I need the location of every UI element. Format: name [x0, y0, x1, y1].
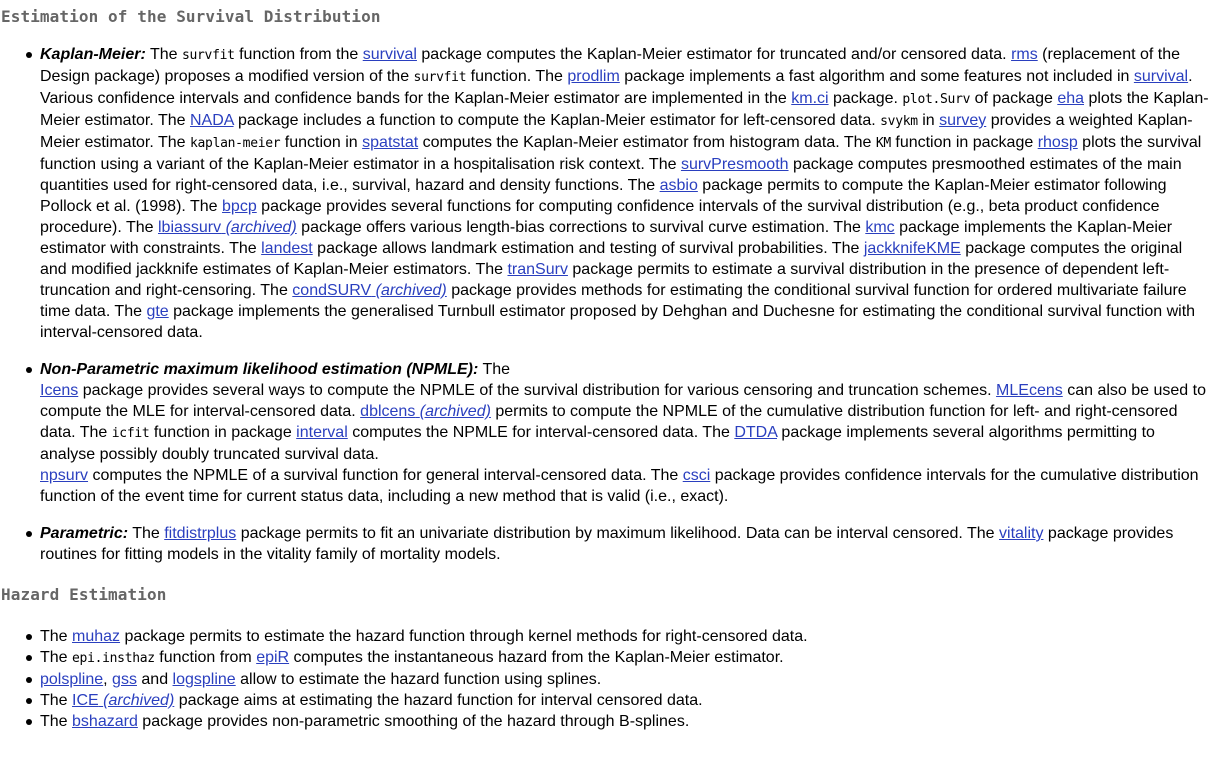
body-text: permits to compute the NPMLE of the cumulative distribution function for left- and right-censored data. The — [40, 403, 1178, 441]
package-link-logspline[interactable] — [173, 671, 236, 688]
package-link-label: vitality — [999, 525, 1044, 542]
body-text: plots the Kaplan-Meier estimator. The — [40, 90, 1209, 129]
body-text: package provides several functions for computing confidence intervals of the survival distribution (e.g., beta product confidence procedure). The — [40, 198, 1160, 236]
body-text: package implements the generalised Turnbull estimator proposed by Dehghan and Duchesne for estimating the conditional survival function with interval-censored data. — [40, 303, 1196, 341]
body-text: package implements a fast algorithm and some features not included in — [619, 68, 1134, 85]
package-link-interval[interactable] — [296, 424, 348, 441]
body-text: package allows landmark estimation and testing of survival probabilities. The — [312, 240, 864, 257]
body-text: function from the — [234, 46, 363, 63]
list-item — [40, 711, 1215, 732]
package-link-label: bshazard — [72, 713, 138, 730]
body-text: of package — [970, 90, 1058, 107]
function-name: survfit — [413, 70, 467, 85]
package-link-survey[interactable] — [939, 112, 986, 129]
body-text: package. — [828, 90, 903, 107]
package-link-rhosp[interactable] — [1038, 134, 1078, 151]
body-text: The — [145, 46, 182, 63]
archived-label: (archived) — [103, 692, 175, 709]
body-text: package permits to estimate the hazard function through kernel methods for right-censored data. — [120, 628, 808, 645]
body-text: package permits to estimate a survival distribution in the presence of dependent left-truncation and right-censoring. The — [40, 261, 1170, 299]
package-link-label: rms — [1011, 46, 1038, 63]
body-text: function from — [154, 649, 257, 666]
package-link-label: survival — [362, 46, 417, 63]
package-link-spatstat[interactable] — [362, 134, 418, 151]
list-item — [40, 669, 1215, 690]
package-link-label: gte — [146, 303, 169, 320]
package-link-polspline[interactable] — [40, 671, 103, 688]
package-link-label: ICE — [72, 692, 99, 709]
function-name: KM — [875, 136, 891, 151]
package-link-dtda[interactable] — [734, 424, 777, 441]
package-link-asbio[interactable] — [660, 177, 698, 194]
package-link-label: DTDA — [734, 424, 777, 441]
list-item — [40, 690, 1215, 711]
package-link-bshazard[interactable] — [72, 713, 138, 730]
package-link-label: landest — [261, 240, 313, 257]
function-name: kaplan-meier — [189, 136, 281, 151]
package-link-bpcp[interactable] — [222, 198, 257, 215]
list-item — [40, 647, 1215, 669]
package-link-label: asbio — [659, 177, 698, 194]
body-text: computes the instantaneous hazard from the Kaplan-Meier estimator. — [289, 649, 784, 666]
package-link-label: condSURV — [292, 282, 372, 299]
list-item — [40, 626, 1215, 647]
package-link-survival[interactable] — [363, 46, 417, 63]
package-link-label: eha — [1057, 90, 1085, 107]
package-link-label: Icens — [40, 382, 79, 399]
function-name: plot.Surv — [902, 92, 971, 107]
body-text: in — [917, 112, 940, 129]
package-link-label: logspline — [172, 671, 236, 688]
body-text: provides a weighted Kaplan-Meier estimator. The — [40, 112, 1193, 151]
body-text: The — [40, 628, 73, 645]
item-term: Parametric: — [40, 525, 129, 542]
function-name: svykm — [880, 114, 918, 129]
body-text: plots the survival function using a variant of the Kaplan-Meier estimator in a hospitalisation risk context. The — [40, 134, 1202, 173]
body-text: The — [40, 692, 73, 709]
list-item — [40, 44, 1215, 343]
package-link-epir[interactable] — [256, 649, 289, 666]
package-link-eha[interactable] — [1057, 90, 1084, 107]
body-text: package provides several ways to compute the NPMLE of the survival distribution for various censoring and truncation schemes. — [78, 382, 997, 399]
package-link-survival[interactable] — [1134, 68, 1188, 85]
body-text: The — [478, 361, 511, 378]
body-text: computes the NPMLE for interval-censored data. The — [347, 424, 735, 441]
body-text: package provides confidence intervals for the cumulative distribution function of the event time for current status data, including a new method that is valid (i.e., exact). — [40, 467, 1199, 505]
package-link-label: MLEcens — [996, 382, 1063, 399]
package-link-label: csci — [682, 467, 711, 484]
package-link-label: epiR — [256, 649, 290, 666]
body-text: function in package — [890, 134, 1038, 151]
package-link-label: muhaz — [72, 628, 121, 645]
survival-distribution-list — [0, 44, 1215, 565]
package-link-fitdistrplus[interactable] — [164, 525, 236, 542]
body-text: package aims at estimating the hazard function for interval censored data. — [174, 692, 703, 709]
package-link-label: spatstat — [362, 134, 419, 151]
section-heading-hazard-estimation: Hazard Estimation — [1, 585, 167, 604]
list-item — [40, 359, 1215, 507]
body-text: (replacement of the Design package) proposes a modified version of the — [40, 46, 1181, 85]
package-link-gss[interactable] — [112, 671, 137, 688]
document-page — [0, 6, 1215, 732]
package-link-csci[interactable] — [683, 467, 711, 484]
package-link-label: km.ci — [791, 90, 829, 107]
function-name: survfit — [181, 48, 235, 63]
package-link-landest[interactable] — [261, 240, 313, 257]
package-link-rms[interactable] — [1011, 46, 1038, 63]
body-text: package computes the original and modified jackknife estimates of Kaplan-Meier estimators. The — [40, 240, 1183, 278]
body-text: function in — [280, 134, 363, 151]
package-link-km-ci[interactable] — [791, 90, 828, 107]
package-link-dblcens[interactable] — [360, 403, 491, 420]
body-text: The — [40, 713, 73, 730]
archived-label: (archived) — [375, 282, 447, 299]
package-link-gte[interactable] — [146, 303, 168, 320]
section-heading-survival-distribution: Estimation of the Survival Distribution — [1, 7, 381, 26]
body-text: package computes the Kaplan-Meier estimator for truncated and/or censored data. — [416, 46, 1012, 63]
body-text: package provides methods for estimating the conditional survival function for ordered multivariate failure time data. The — [40, 282, 1187, 320]
body-text: function in package — [149, 424, 297, 441]
body-text: The — [128, 525, 165, 542]
package-link-label: gss — [112, 671, 137, 688]
package-link-mlecens[interactable] — [996, 382, 1063, 399]
body-text: package offers various length-bias corrections to survival curve estimation. The — [296, 219, 866, 236]
package-link-muhaz[interactable] — [72, 628, 120, 645]
package-link-icens[interactable] — [40, 382, 78, 399]
package-link-transurv[interactable] — [507, 261, 567, 278]
function-name: epi.insthaz — [72, 651, 155, 666]
package-link-lbiassurv[interactable] — [158, 219, 297, 236]
package-link-prodlim[interactable] — [567, 68, 619, 85]
package-link-label: rhosp — [1037, 134, 1078, 151]
archived-label: (archived) — [419, 403, 491, 420]
package-link-label: dblcens — [360, 403, 416, 420]
body-text: function. The — [466, 68, 568, 85]
body-text: package implements the Kaplan-Meier estimator with constraints. The — [40, 219, 1173, 257]
body-text: package computes presmoothed estimates of the main quantities used for right-censored data, i.e., survival, hazard and density functions. The — [40, 156, 1182, 194]
package-link-survpresmooth[interactable] — [681, 156, 789, 173]
hazard-estimation-list — [0, 626, 1215, 732]
package-link-label: prodlim — [567, 68, 620, 85]
package-link-label: lbiassurv — [158, 219, 222, 236]
package-link-npsurv[interactable] — [40, 467, 88, 484]
body-text: package provides routines for fitting models in the vitality family of mortality models. — [40, 525, 1174, 563]
package-link-label: survey — [939, 112, 987, 129]
package-link-label: interval — [296, 424, 348, 441]
body-text: and — [136, 671, 173, 688]
package-link-nada[interactable] — [190, 112, 234, 129]
package-link-label: bpcp — [222, 198, 257, 215]
body-text: computes the Kaplan-Meier estimator from histogram data. The — [418, 134, 876, 151]
item-term: Kaplan-Meier: — [40, 46, 146, 63]
package-link-label: fitdistrplus — [164, 525, 237, 542]
list-item — [40, 523, 1215, 565]
archived-label: (archived) — [225, 219, 297, 236]
package-link-condsurv[interactable] — [292, 282, 446, 299]
package-link-jackknifekme[interactable] — [864, 240, 961, 257]
package-link-label: npsurv — [40, 467, 89, 484]
body-text: package provides non-parametric smoothing of the hazard through B-splines. — [137, 713, 690, 730]
body-text: allow to estimate the hazard function using splines. — [235, 671, 602, 688]
package-link-label: survPresmooth — [680, 156, 789, 173]
package-link-label: kmc — [865, 219, 895, 236]
body-text: The — [40, 649, 73, 666]
body-text: can also be used to compute the MLE for interval-censored data. — [40, 382, 1206, 420]
package-link-label: tranSurv — [507, 261, 568, 278]
package-link-label: polspline — [40, 671, 104, 688]
package-link-kmc[interactable] — [865, 219, 894, 236]
function-name: icfit — [111, 426, 150, 441]
item-term: Non-Parametric maximum likelihood estimation (NPMLE): — [40, 361, 479, 378]
body-text: package permits to compute the Kaplan-Meier estimator following Pollock et al. (1998). The — [40, 177, 1167, 215]
body-text: . Various confidence intervals and confidence bands for the Kaplan-Meier estimator are implemented in the — [40, 68, 1193, 107]
package-link-label: survival — [1133, 68, 1189, 85]
package-link-label: NADA — [189, 112, 234, 129]
package-link-ice[interactable] — [72, 692, 174, 709]
package-link-label: jackknifeKME — [863, 240, 961, 257]
body-text: package permits to fit an univariate distribution by maximum likelihood. Data can be interval censored. The — [236, 525, 1000, 542]
body-text: , — [103, 671, 113, 688]
body-text: computes the NPMLE of a survival function for general interval-censored data. The — [88, 467, 683, 484]
body-text: package includes a function to compute the Kaplan-Meier estimator for left-censored data. — [233, 112, 881, 129]
package-link-vitality[interactable] — [999, 525, 1043, 542]
body-text: package implements several algorithms permitting to analyse possibly doubly truncated survival data. — [40, 424, 1155, 463]
